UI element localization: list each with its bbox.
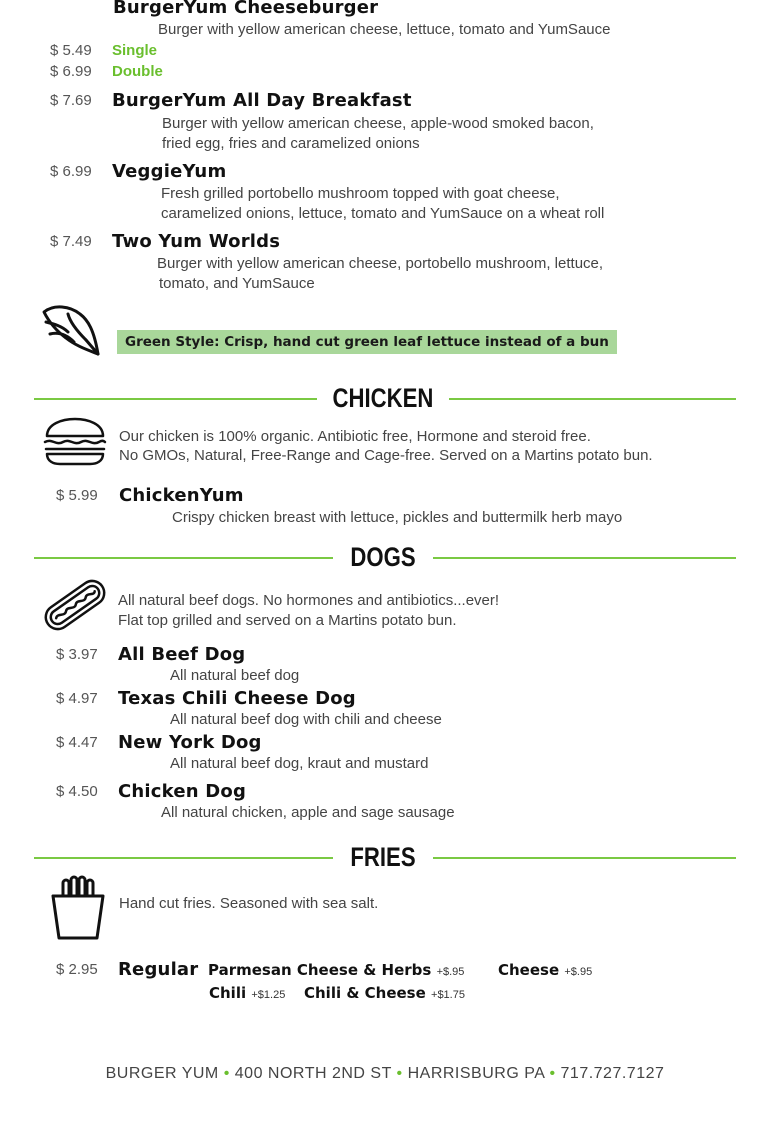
item-name-all-beef-dog: All Beef Dog — [118, 644, 246, 665]
item-desc-chicken-dog: All natural chicken, apple and sage sausage — [161, 804, 455, 821]
price-veggieyum: $ 6.99 — [50, 163, 92, 180]
price-two-yum-worlds: $ 7.49 — [50, 233, 92, 250]
burger-bun-icon — [42, 416, 108, 468]
item-desc-line: Burger with yellow american cheese, portobello mushroom, lettuce, — [157, 255, 604, 272]
chicken-intro-line: Our chicken is 100% organic. Antibiotic free, Hormone and steroid free. — [119, 428, 591, 445]
price-regular-fries: $ 2.95 — [56, 961, 98, 978]
item-name-new-york-dog: New York Dog — [118, 732, 262, 753]
price-chicken-dog: $ 4.50 — [56, 783, 98, 800]
item-desc-texas-chili-cheese-dog: All natural beef dog with chili and cheese — [170, 711, 442, 728]
item-name-texas-chili-cheese-dog: Texas Chili Cheese Dog — [118, 688, 356, 709]
section-divider — [449, 398, 736, 400]
addon-price: +$1.75 — [431, 989, 465, 1001]
item-name-cheeseburger: BurgerYum Cheeseburger — [113, 0, 379, 18]
addon-chili-cheese — [304, 984, 465, 1002]
addon-parmesan — [208, 961, 464, 979]
item-desc-new-york-dog: All natural beef dog, kraut and mustard — [170, 755, 429, 772]
section-divider — [433, 557, 736, 559]
dogs-intro-line: All natural beef dogs. No hormones and antibiotics...ever! — [118, 592, 500, 609]
price-new-york-dog: $ 4.47 — [56, 734, 98, 751]
section-title-chicken: CHICKEN — [332, 383, 434, 413]
price-chickenyum: $ 5.99 — [56, 487, 98, 504]
dogs-intro-line: Flat top grilled and served on a Martins potato bun. — [118, 612, 457, 629]
item-desc-cheeseburger: Burger with yellow american cheese, lettuce, tomato and YumSauce — [158, 21, 611, 38]
price-double: $ 6.99 — [50, 63, 92, 80]
footer-separator: • — [396, 1065, 403, 1082]
lettuce-leaf-icon — [40, 302, 104, 360]
addon-name: Chili & Cheese — [304, 984, 426, 1002]
section-title-fries: FRIES — [350, 842, 416, 872]
section-divider — [34, 557, 333, 559]
fries-icon — [50, 874, 106, 942]
addon-name: Parmesan Cheese & Herbs — [208, 961, 432, 979]
item-desc-all-beef-dog: All natural beef dog — [170, 667, 300, 684]
section-divider — [34, 398, 317, 400]
item-desc-line: Fresh grilled portobello mushroom topped with goat cheese, — [161, 185, 560, 202]
addon-cheese — [498, 961, 592, 979]
price-all-day-breakfast: $ 7.69 — [50, 92, 92, 109]
item-desc-line: caramelized onions, lettuce, tomato and YumSauce on a wheat roll — [161, 205, 605, 222]
footer-phone: 717.727.7127 — [560, 1065, 665, 1082]
footer-contact — [0, 1065, 770, 1083]
addon-name: Cheese — [498, 961, 560, 979]
footer-address: 400 NORTH 2ND ST — [234, 1065, 392, 1082]
item-desc-line: Burger with yellow american cheese, apple-wood smoked bacon, — [162, 115, 594, 132]
price-single: $ 5.49 — [50, 42, 92, 59]
item-desc-line: tomato, and YumSauce — [159, 275, 315, 292]
option-single: Single — [112, 42, 158, 59]
hot-dog-icon — [40, 576, 110, 634]
item-name-regular-fries: Regular — [118, 959, 199, 980]
addon-price: +$1.25 — [251, 989, 286, 1001]
footer-brand: BURGER YUM — [105, 1065, 219, 1082]
item-desc-line: fried egg, fries and caramelized onions — [162, 135, 420, 152]
addon-name: Chili — [209, 984, 247, 1002]
addon-price: +$.95 — [436, 966, 465, 978]
price-texas-chili-cheese-dog: $ 4.97 — [56, 690, 98, 707]
addon-chili — [209, 984, 285, 1002]
green-style-note: Green Style: Crisp, hand cut green leaf lettuce instead of a bun — [117, 330, 617, 354]
option-double: Double — [112, 63, 163, 80]
addon-price: +$.95 — [564, 966, 593, 978]
section-title-dogs: DOGS — [350, 542, 416, 572]
footer-city: HARRISBURG PA — [407, 1065, 545, 1082]
section-divider — [433, 857, 736, 859]
footer-separator: • — [223, 1065, 230, 1082]
item-name-chicken-dog: Chicken Dog — [118, 781, 247, 802]
section-divider — [34, 857, 333, 859]
item-name-all-day-breakfast: BurgerYum All Day Breakfast — [112, 90, 412, 111]
item-name-veggieyum: VeggieYum — [112, 161, 227, 182]
price-all-beef-dog: $ 3.97 — [56, 646, 98, 663]
item-name-chickenyum: ChickenYum — [119, 485, 244, 506]
fries-intro: Hand cut fries. Seasoned with sea salt. — [119, 895, 379, 912]
chicken-intro-line: No GMOs, Natural, Free-Range and Cage-free. Served on a Martins potato bun. — [119, 447, 653, 464]
footer-separator: • — [549, 1065, 556, 1082]
item-name-two-yum-worlds: Two Yum Worlds — [112, 231, 281, 252]
item-desc-chickenyum: Crispy chicken breast with lettuce, pickles and buttermilk herb mayo — [172, 509, 623, 526]
